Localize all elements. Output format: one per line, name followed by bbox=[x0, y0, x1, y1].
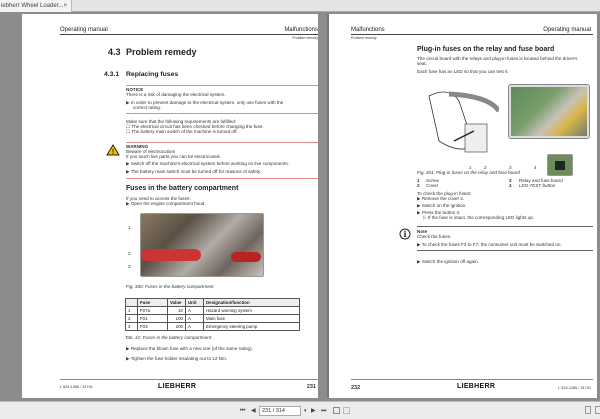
info-icon bbox=[399, 228, 411, 240]
check-intro: To check the plug-in fuses: bbox=[417, 191, 472, 196]
figure-caption: Fig. 301: Plug-in fuses on the relay and fuse board bbox=[417, 170, 520, 175]
single-page-view-icon[interactable] bbox=[343, 407, 350, 414]
figure-label: 2 bbox=[484, 165, 487, 170]
requirements-intro: Make sure that the following requirements are fulfilled: bbox=[126, 119, 237, 124]
fuses-heading: Fuses in the battery compartment bbox=[126, 185, 239, 192]
liebherr-logo: LIEBHERR bbox=[158, 383, 197, 390]
step: ▶ Remove the cover 2. bbox=[417, 196, 465, 201]
warning-bullet-text: Switch off the machine's electrical system before working on live components. bbox=[130, 161, 289, 166]
paragraph: Each fuse has an LED so that you can test it. bbox=[417, 69, 509, 74]
red-cable bbox=[141, 249, 201, 261]
svg-text:!: ! bbox=[111, 149, 115, 156]
step-text: Remove the cover 2. bbox=[421, 196, 465, 201]
legend-label: Screw bbox=[426, 178, 439, 183]
subheader-left: Problem remedy bbox=[351, 36, 377, 40]
figure-label: 1 bbox=[128, 225, 131, 230]
step-text: Press the button 4. bbox=[421, 210, 461, 215]
step: ▶ Press the button 4. bbox=[417, 210, 461, 215]
header-right: Malfunctions bbox=[284, 27, 318, 33]
table-header: Fuse bbox=[138, 299, 168, 307]
note-bullet: ▶ To check the fuses F3 to F7, the consumer unit must be switched on. bbox=[417, 242, 562, 247]
notice-bullet-cont: correct rating. bbox=[133, 105, 162, 110]
plug-in-heading: Plug-in fuses on the relay and fuse board bbox=[417, 46, 555, 53]
warning-title: WARNING bbox=[126, 144, 149, 149]
notice-title: NOTICE bbox=[126, 87, 144, 92]
liebherr-logo: LIEBHERR bbox=[457, 383, 496, 390]
note-rule-top bbox=[417, 226, 593, 227]
next-page-button[interactable]: ▶ bbox=[311, 408, 316, 414]
legend-number: 4 bbox=[509, 183, 512, 188]
table-cell: F07a bbox=[138, 307, 168, 315]
requirement-text: The battery main switch of the machine is turned off. bbox=[131, 129, 238, 134]
left-page bbox=[22, 14, 318, 398]
table-cell: Hazard warning system bbox=[204, 307, 300, 315]
table-cell: Main fuse bbox=[204, 315, 300, 323]
right-page bbox=[327, 14, 597, 398]
table-cell: 1 bbox=[126, 307, 138, 315]
footer-doc-number: L 524-1266 / 31741 bbox=[558, 386, 591, 390]
header-right: Operating manual bbox=[543, 27, 591, 33]
header-rule bbox=[351, 34, 593, 35]
figure-label: 3 bbox=[509, 165, 512, 170]
subsection-title: Replacing fuses bbox=[126, 71, 179, 78]
page-number-input[interactable]: 231 / 314 bbox=[259, 406, 301, 416]
page-view-icon[interactable] bbox=[585, 406, 591, 414]
table-row bbox=[126, 307, 300, 315]
fit-page-icon[interactable] bbox=[595, 406, 600, 414]
figure-label: 1 bbox=[469, 165, 472, 170]
warning-bullet-text: The battery main switch must be turned off for reasons of safety. bbox=[130, 169, 262, 174]
table-cell: 2 bbox=[126, 315, 138, 323]
table-cell: 3 bbox=[126, 323, 138, 331]
table-header: Designation/function bbox=[204, 299, 300, 307]
legend-number: 3 bbox=[509, 178, 512, 183]
notice-rule-bottom bbox=[126, 113, 318, 114]
battery-compartment-photo bbox=[140, 213, 264, 277]
requirement-item: ☐ The electrical circuit has been checked before changing the fuse. bbox=[126, 124, 264, 129]
table-header bbox=[126, 299, 138, 307]
note-title: Note bbox=[417, 229, 428, 234]
figure-caption: Fig. 300: Fuses in the battery compartment bbox=[126, 284, 214, 289]
notice-bullet: ▶ In order to prevent damage to the electrical system, only use fuses with the bbox=[126, 100, 284, 105]
previous-page-button[interactable]: ◀ bbox=[251, 408, 256, 414]
note-text: Check the fuses. bbox=[417, 234, 452, 239]
table-cell: F01 bbox=[138, 315, 168, 323]
page-number: 231 bbox=[306, 384, 316, 390]
table-header-row bbox=[126, 299, 300, 307]
figure-label: 2 bbox=[128, 251, 131, 256]
notice-text: There is a risk of damaging the electrical system. bbox=[126, 92, 226, 97]
notice-bullet-text: In order to prevent damage to the electrical system, only use fuses with the bbox=[130, 100, 284, 105]
table-cell: 100 bbox=[168, 315, 186, 323]
header-rule bbox=[60, 34, 318, 35]
note-bullet-text: To check the fuses F3 to F7, the consumer unit must be switched on. bbox=[421, 242, 562, 247]
paragraph-cont: seat. bbox=[417, 61, 427, 66]
footer-rule bbox=[351, 379, 593, 380]
header-left: Operating manual bbox=[60, 27, 108, 33]
table-header: Unit bbox=[186, 299, 204, 307]
table-cell: F03 bbox=[138, 323, 168, 331]
paragraph: The circuit board with the relays and plug-in fuses is located behind the driver's bbox=[417, 56, 578, 61]
tab-bar bbox=[0, 0, 600, 12]
fuse-board-photo bbox=[509, 85, 589, 138]
header-left: Malfunctions bbox=[351, 27, 385, 33]
section-number: 4.3 bbox=[108, 47, 121, 57]
table-caption: Tab. 41: Fuses in the battery compartment bbox=[125, 335, 212, 340]
tighten-bullet: ▶ Tighten the fuse holder insulating nut to 12 Nm. bbox=[126, 356, 228, 361]
navigation-toolbar bbox=[0, 401, 600, 419]
close-tab-icon[interactable]: × bbox=[63, 3, 67, 9]
table-header: Value bbox=[168, 299, 186, 307]
step: ▶ Switch on the ignition. bbox=[417, 203, 467, 208]
step-text: Switch on the ignition. bbox=[421, 203, 467, 208]
page-number: 232 bbox=[351, 385, 361, 391]
access-bullet: ▶ Open the engine compartment hood. bbox=[126, 201, 206, 206]
legend-number: 1 bbox=[417, 178, 420, 183]
document-tab[interactable] bbox=[0, 0, 72, 12]
two-page-view-icon[interactable] bbox=[333, 407, 340, 414]
seat-diagram bbox=[419, 86, 499, 156]
figure-label: 3 bbox=[128, 264, 131, 269]
fuse-table bbox=[125, 298, 300, 331]
subheader-right: Problem remedy bbox=[292, 36, 318, 40]
warning-rule-bottom bbox=[126, 178, 318, 179]
access-bullet-text: Open the engine compartment hood. bbox=[130, 201, 206, 206]
access-text: If you need to access the fuses: bbox=[126, 196, 191, 201]
warning-line: If you touch live parts you can be electrocuted. bbox=[126, 154, 221, 159]
note-rule-bottom bbox=[417, 250, 593, 251]
final-step: ▶ Switch the ignition off again. bbox=[417, 259, 479, 264]
requirement-item: ☐ The battery main switch of the machine is turned off. bbox=[126, 129, 238, 134]
footer-doc-number: L 524-1266 / 31741 bbox=[60, 385, 93, 389]
section-title: Problem remedy bbox=[126, 47, 197, 57]
table-cell: A bbox=[186, 307, 204, 315]
figure-label: 4 bbox=[534, 165, 537, 170]
led-test-button-photo bbox=[547, 154, 573, 176]
warning-triangle-icon bbox=[106, 144, 120, 156]
table-row bbox=[126, 323, 300, 331]
warning-bullet: ▶ Switch off the machine's electrical system before working on live components. bbox=[126, 161, 289, 166]
svg-text:i: i bbox=[403, 229, 407, 239]
notice-rule-top bbox=[126, 85, 318, 86]
warning-rule-top bbox=[126, 142, 318, 143]
footer-rule bbox=[60, 379, 318, 380]
table-cell: A bbox=[186, 323, 204, 331]
last-page-button[interactable]: ⏭ bbox=[321, 408, 327, 414]
replace-bullet-text: Replace the blown fuse with a new one (of the same rating). bbox=[130, 346, 253, 351]
requirement-text: The electrical circuit has been checked before changing the fuse. bbox=[131, 124, 264, 129]
replace-bullet: ▶ Replace the blown fuse with a new one (of the same rating). bbox=[126, 346, 253, 351]
table-cell: 10 bbox=[168, 307, 186, 315]
final-step-text: Switch the ignition off again. bbox=[421, 259, 479, 264]
tab-title: iebherr Wheel Loader... bbox=[1, 3, 64, 9]
step-result: ▷ If the fuse is intact, the corresponding LED lights up. bbox=[423, 215, 535, 220]
warning-bullet: ▶ The battery main switch must be turned off for reasons of safety. bbox=[126, 169, 262, 174]
warning-line: Beware of electrocution! bbox=[126, 149, 176, 154]
page-dropdown-icon[interactable]: ▾ bbox=[304, 408, 307, 414]
table-cell: 200 bbox=[168, 323, 186, 331]
legend-label: LED-TEST button bbox=[519, 183, 556, 188]
legend-label: Cover bbox=[426, 183, 439, 188]
table-cell: A bbox=[186, 315, 204, 323]
legend-number: 2 bbox=[417, 183, 420, 188]
step-result-text: If the fuse is intact, the corresponding LED lights up. bbox=[427, 215, 535, 220]
subsection-number: 4.3.1 bbox=[104, 71, 120, 78]
red-cable bbox=[231, 252, 261, 262]
legend-label: Relay and fuse board bbox=[519, 178, 563, 183]
first-page-button[interactable]: ⏮ bbox=[240, 408, 246, 414]
table-cell: Emergency steering pump bbox=[204, 323, 300, 331]
tighten-bullet-text: Tighten the fuse holder insulating nut to 12 Nm. bbox=[130, 356, 228, 361]
table-row bbox=[126, 315, 300, 323]
